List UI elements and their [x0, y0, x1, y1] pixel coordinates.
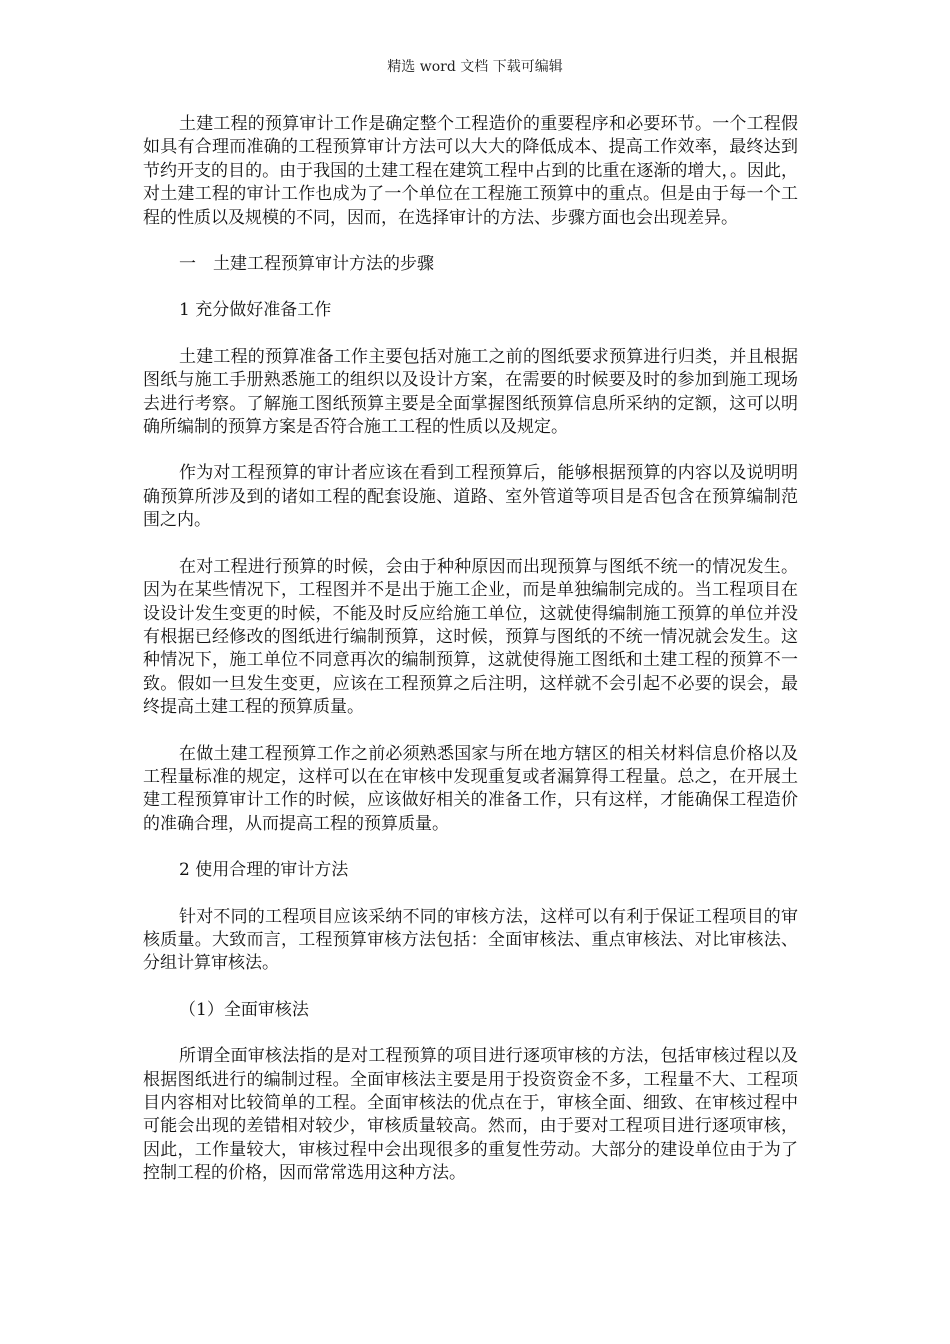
page-header: 精选 word 文档 下载可编辑 [387, 59, 563, 75]
subsection-heading-1: 1 充分做好准备工作 [179, 300, 332, 321]
paragraph-auditor: 作为对工程预算的审计者应该在看到工程预算后，能够根据预算的内容以及说明明确预算所涉及到的诸如工程的配套设施、道路、室外管道等项目是否包含在预算编制范围之内。 [143, 463, 798, 531]
subsection-heading-2: 2 使用合理的审计方法 [179, 860, 349, 881]
paragraph-preparation: 土建工程的预算准备工作主要包括对施工之前的图纸要求预算进行归类，并且根据图纸与施工手册熟悉施工的组织以及设计方案，在需要的时候要及时的参加到施工现场去进行考察。了解施工图纸预算主要是全面掌握图纸预算信息所采纳的定额，这可以明确所编制的预算方案是否符合施工工程的性质以及规定。 [143, 346, 798, 438]
paragraph-regulations: 在做土建工程预算工作之前必须熟悉国家与所在地方辖区的相关材料信息价格以及工程量标准的规定，这样可以在在审核中发现重复或者漏算得工程量。总之，在开展土建工程预算审计工作的时候，应该做好相关的准备工作，只有这样，才能确保工程造价的准确合理，从而提高工程的预算质量。 [143, 743, 798, 834]
document-body [143, 113, 798, 1209]
section-heading-1: 一 土建工程预算审计方法的步骤 [179, 254, 434, 275]
paragraph-drawing-mismatch: 在对工程进行预算的时候，会由于种种原因而出现预算与图纸不统一的情况发生。因为在某些情况下，工程图并不是出于施工企业，而是单独编制完成的。当工程项目在设设计发生变更的时候，不能及时反应给施工单位，这就使得编制施工预算的单位并没有根据已经修改的图纸进行编制预算，这时候，预算与图纸的不统一情况就会发生。这种情况下，施工单位不同意再次的编制预算，这就使得施工图纸和土建工程的预算不一致。假如一旦发生变更，应该在工程预算之后注明，这样就不会引起不必要的误会，最终提高土建工程的预算质量。 [143, 556, 798, 718]
paragraph-intro: 土建工程的预算审计工作是确定整个工程造价的重要程序和必要环节。一个工程假如具有合理而准确的工程预算审计方法可以大大的降低成本、提高工作效率，最终达到节约开支的目的。由于我国的土建工程在建筑工程中占到的比重在逐渐的增大，。因此，对土建工程的审计工作也成为了一个单位在工程施工预算中的重点。但是由于每一个工程的性质以及规模的不同，因而，在选择审计的方法、步骤方面也会出现差异。 [143, 114, 798, 228]
paragraph-full-audit: 所谓全面审核法指的是对工程预算的项目进行逐项审核的方法，包括审核过程以及根据图纸进行的编制过程。全面审核法主要是用于投资资金不多，工程量不大、工程项目内容相对比较简单的工程。全面审核法的优点在于，审核全面、细致、在审核过程中可能会出现的差错相对较少，审核质量较高。然而，由于要对工程项目进行逐项审核，因此，工作量较大，审核过程中会出现很多的重复性劳动。大部分的建设单位由于为了控制工程的价格，因而常常选用这种方法。 [143, 1046, 798, 1184]
paragraph-methods: 针对不同的工程项目应该采纳不同的审核方法，这样可以有利于保证工程项目的审核质量。大致而言，工程预算审核方法包括：全面审核法、重点审核法、对比审核法、分组计算审核法。 [143, 906, 798, 974]
method-heading-full-audit: （1）全面审核法 [179, 999, 309, 1020]
